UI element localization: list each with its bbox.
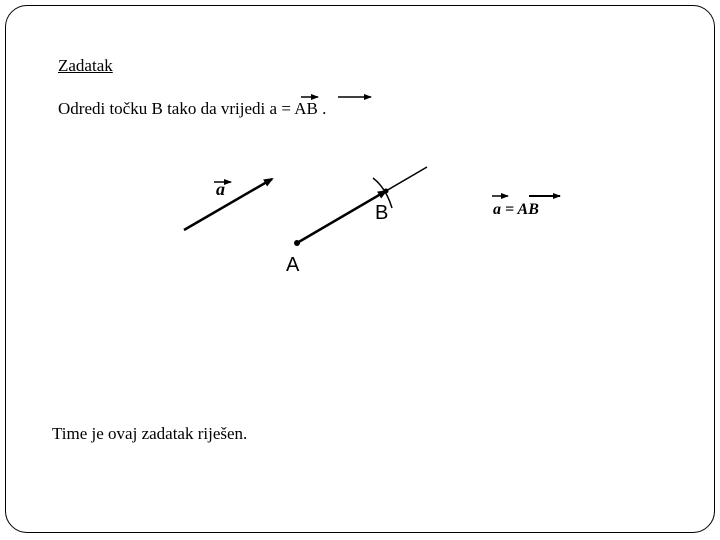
task-vector-ab: AB: [294, 99, 318, 118]
vector-a: [184, 179, 272, 230]
task-equals: =: [281, 99, 291, 118]
point-b-dot: [384, 189, 389, 194]
equation-rhs: AB: [517, 201, 539, 218]
vector-ab: [297, 191, 389, 243]
point-b-label: B: [375, 202, 389, 224]
equation-equals: =: [505, 201, 515, 218]
footer-text: Time je ovaj zadatak riješen.: [52, 424, 248, 443]
equation-lhs: a: [493, 201, 501, 218]
vector-a-label: a: [216, 179, 225, 199]
task-prefix: Odredi točku B tako da vrijedi: [58, 99, 266, 118]
slide-title: Zadatak: [58, 56, 113, 75]
vector-equation: [493, 201, 539, 219]
task-vector-a: a: [269, 99, 278, 118]
task-period: .: [322, 99, 327, 118]
point-a-dot: [294, 240, 300, 246]
point-a-label: A: [286, 254, 300, 276]
